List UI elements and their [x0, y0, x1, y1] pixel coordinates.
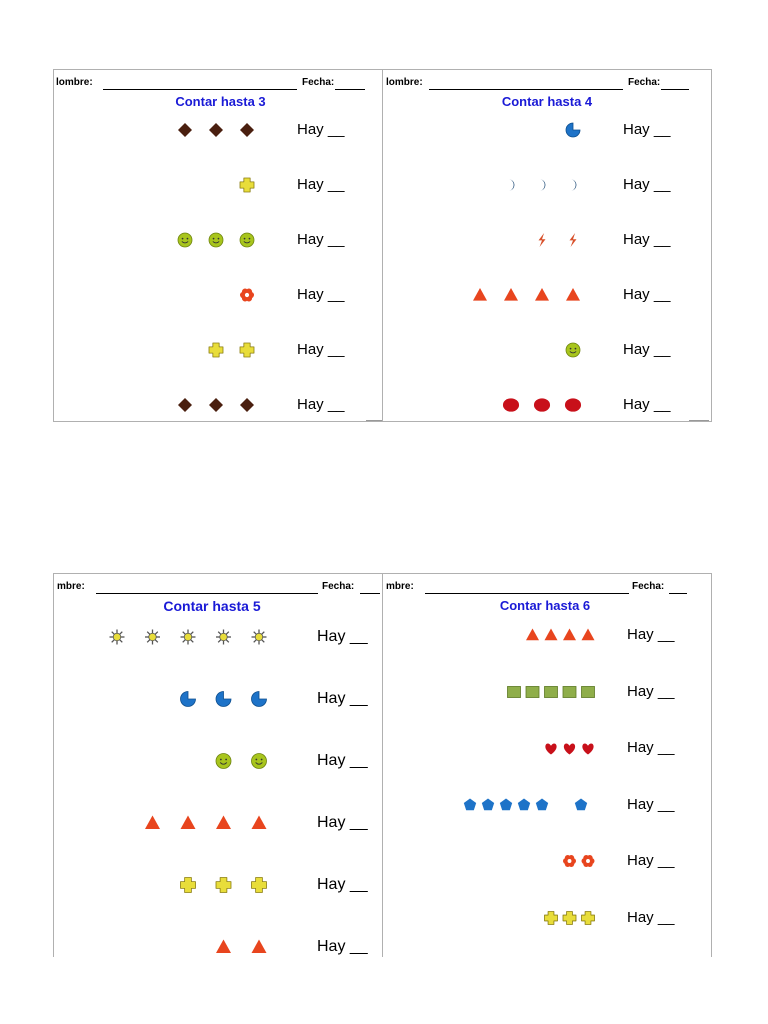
circle-icon — [565, 398, 581, 411]
nombre-line[interactable] — [103, 89, 297, 90]
pacman-icon — [252, 692, 267, 707]
answer-field[interactable]: Hay __ — [623, 341, 671, 358]
worksheet-header — [54, 581, 382, 595]
count-row — [383, 390, 711, 420]
answer-field[interactable]: Hay __ — [317, 876, 368, 893]
triangle-icon — [545, 629, 558, 641]
cross-icon — [181, 878, 196, 893]
fecha-label: Fecha: — [302, 77, 335, 88]
cross-icon — [240, 178, 254, 192]
worksheet-title: Contar hasta 3 — [175, 94, 266, 109]
answer-field[interactable]: Hay __ — [623, 231, 671, 248]
worksheet-title: Contar hasta 6 — [499, 598, 591, 613]
pentagon-icon — [518, 798, 530, 810]
worksheet-header — [383, 77, 711, 91]
answer-field[interactable]: Hay __ — [627, 908, 675, 926]
answer-field[interactable]: Hay __ — [297, 396, 345, 413]
cross-icon — [252, 878, 267, 893]
answer-field[interactable]: Hay __ — [317, 628, 368, 645]
worksheet-title: Contar hasta 5 — [163, 598, 261, 614]
bolt-icon — [570, 233, 577, 247]
answer-field[interactable]: Hay __ — [297, 286, 345, 303]
diamond-icon — [209, 123, 223, 137]
smiley-icon — [566, 343, 580, 357]
moon-icon — [540, 179, 546, 190]
answer-field[interactable]: Hay __ — [297, 176, 345, 193]
smiley-icon — [216, 754, 231, 769]
smiley-icon — [178, 233, 192, 247]
fecha-line[interactable] — [335, 89, 365, 90]
square-icon — [545, 686, 558, 697]
flower-icon — [240, 289, 254, 302]
triangle-icon — [566, 288, 580, 301]
count-row — [54, 746, 382, 776]
answer-field[interactable]: Hay __ — [297, 231, 345, 248]
fecha-label: Fecha: — [632, 581, 665, 592]
diamond-icon — [209, 398, 223, 412]
answer-field[interactable]: Hay __ — [317, 690, 368, 707]
count-row — [54, 808, 382, 838]
answer-field[interactable]: Hay __ — [623, 176, 671, 193]
heart-icon — [545, 743, 556, 754]
triangle-icon — [145, 816, 160, 830]
answer-field[interactable]: Hay __ — [627, 795, 675, 813]
moon-icon — [571, 179, 577, 190]
count-row — [383, 677, 711, 707]
worksheet-count-to-5 — [53, 573, 383, 957]
count-row — [54, 335, 382, 365]
heart-icon — [582, 743, 593, 754]
count-row — [383, 335, 711, 365]
square-icon — [563, 686, 576, 697]
cross-icon — [545, 911, 558, 924]
fecha-label: Fecha: — [628, 77, 661, 88]
sun-icon — [252, 630, 267, 645]
smiley-icon — [252, 754, 267, 769]
nombre-label: lombre: — [386, 77, 423, 88]
diamond-icon — [240, 123, 254, 137]
count-row — [54, 390, 382, 420]
pacman-icon — [216, 692, 231, 707]
corner-tick — [689, 420, 709, 421]
circle-icon — [503, 398, 519, 411]
worksheet-count-to-4 — [382, 69, 712, 422]
triangle-icon — [473, 288, 487, 301]
answer-field[interactable]: Hay __ — [623, 286, 671, 303]
triangle-icon — [535, 288, 549, 301]
answer-field[interactable]: Hay __ — [623, 396, 671, 413]
sun-icon — [110, 630, 125, 645]
triangle-icon — [504, 288, 518, 301]
count-row — [54, 932, 382, 957]
sun-icon — [216, 630, 231, 645]
triangle-icon — [252, 816, 267, 830]
worksheet-header — [54, 77, 382, 91]
heart-icon — [564, 743, 575, 754]
worksheet-header — [383, 581, 711, 595]
pentagon-icon — [575, 798, 587, 810]
nombre-label: mbre: — [57, 581, 85, 592]
diamond-icon — [178, 398, 192, 412]
count-row — [54, 170, 382, 200]
nombre-line[interactable] — [425, 593, 629, 594]
answer-field[interactable]: Hay __ — [627, 739, 675, 756]
fecha-line[interactable] — [360, 593, 380, 594]
count-row — [383, 225, 711, 255]
count-row — [383, 790, 711, 820]
sun-icon — [181, 630, 196, 645]
cross-icon — [216, 878, 231, 893]
sun-icon — [145, 630, 160, 645]
count-row — [54, 225, 382, 255]
answer-field[interactable]: Hay __ — [627, 682, 675, 700]
fecha-label: Fecha: — [322, 581, 355, 592]
nombre-label: mbre: — [386, 581, 414, 592]
nombre-line[interactable] — [429, 89, 623, 90]
corner-tick — [366, 420, 383, 421]
count-row — [54, 115, 382, 145]
cross-icon — [209, 343, 223, 357]
pentagon-icon — [500, 798, 512, 810]
moon-icon — [509, 179, 515, 190]
triangle-icon — [252, 940, 267, 954]
worksheet-title: Contar hasta 4 — [501, 94, 593, 109]
triangle-icon — [181, 816, 196, 830]
answer-field[interactable]: Hay __ — [627, 852, 675, 869]
circle-icon — [534, 398, 550, 411]
smiley-icon — [209, 233, 223, 247]
smiley-icon — [240, 233, 254, 247]
square-icon — [526, 686, 539, 697]
triangle-icon — [216, 816, 231, 830]
answer-field[interactable]: Hay __ — [627, 626, 675, 643]
bolt-icon — [539, 233, 546, 247]
diamond-icon — [178, 123, 192, 137]
count-row — [54, 622, 382, 652]
cross-icon — [582, 911, 595, 924]
flower-icon — [563, 855, 576, 867]
fecha-line[interactable] — [669, 593, 687, 594]
count-row — [54, 684, 382, 714]
triangle-icon — [526, 629, 539, 641]
diamond-icon — [240, 398, 254, 412]
nombre-label: lombre: — [56, 77, 93, 88]
worksheet-count-to-6 — [382, 573, 712, 957]
pentagon-icon — [482, 798, 494, 810]
count-row — [383, 280, 711, 310]
triangle-icon — [582, 629, 595, 641]
count-row — [54, 870, 382, 900]
cross-icon — [563, 911, 576, 924]
answer-field[interactable]: Hay __ — [297, 121, 345, 138]
answer-field[interactable]: Hay __ — [317, 938, 368, 955]
flower-icon — [582, 855, 595, 867]
fecha-line[interactable] — [661, 89, 689, 90]
square-icon — [508, 686, 521, 697]
count-row — [383, 170, 711, 200]
worksheet-count-to-3 — [53, 69, 383, 422]
count-row — [54, 280, 382, 310]
nombre-line[interactable] — [96, 593, 318, 594]
answer-field[interactable]: Hay __ — [297, 341, 345, 358]
pacman-icon — [181, 692, 196, 707]
answer-field[interactable]: Hay __ — [317, 814, 368, 831]
square-icon — [582, 686, 595, 697]
count-row — [383, 733, 711, 763]
pacman-icon — [566, 123, 580, 137]
count-row — [383, 846, 711, 876]
count-row — [383, 903, 711, 933]
cross-icon — [240, 343, 254, 357]
pentagon-icon — [464, 798, 476, 810]
count-row — [383, 620, 711, 650]
answer-field[interactable]: Hay __ — [623, 121, 671, 138]
answer-field[interactable]: Hay __ — [317, 752, 368, 769]
count-row — [383, 115, 711, 145]
pentagon-icon — [536, 798, 548, 810]
triangle-icon — [563, 629, 576, 641]
triangle-icon — [216, 940, 231, 954]
